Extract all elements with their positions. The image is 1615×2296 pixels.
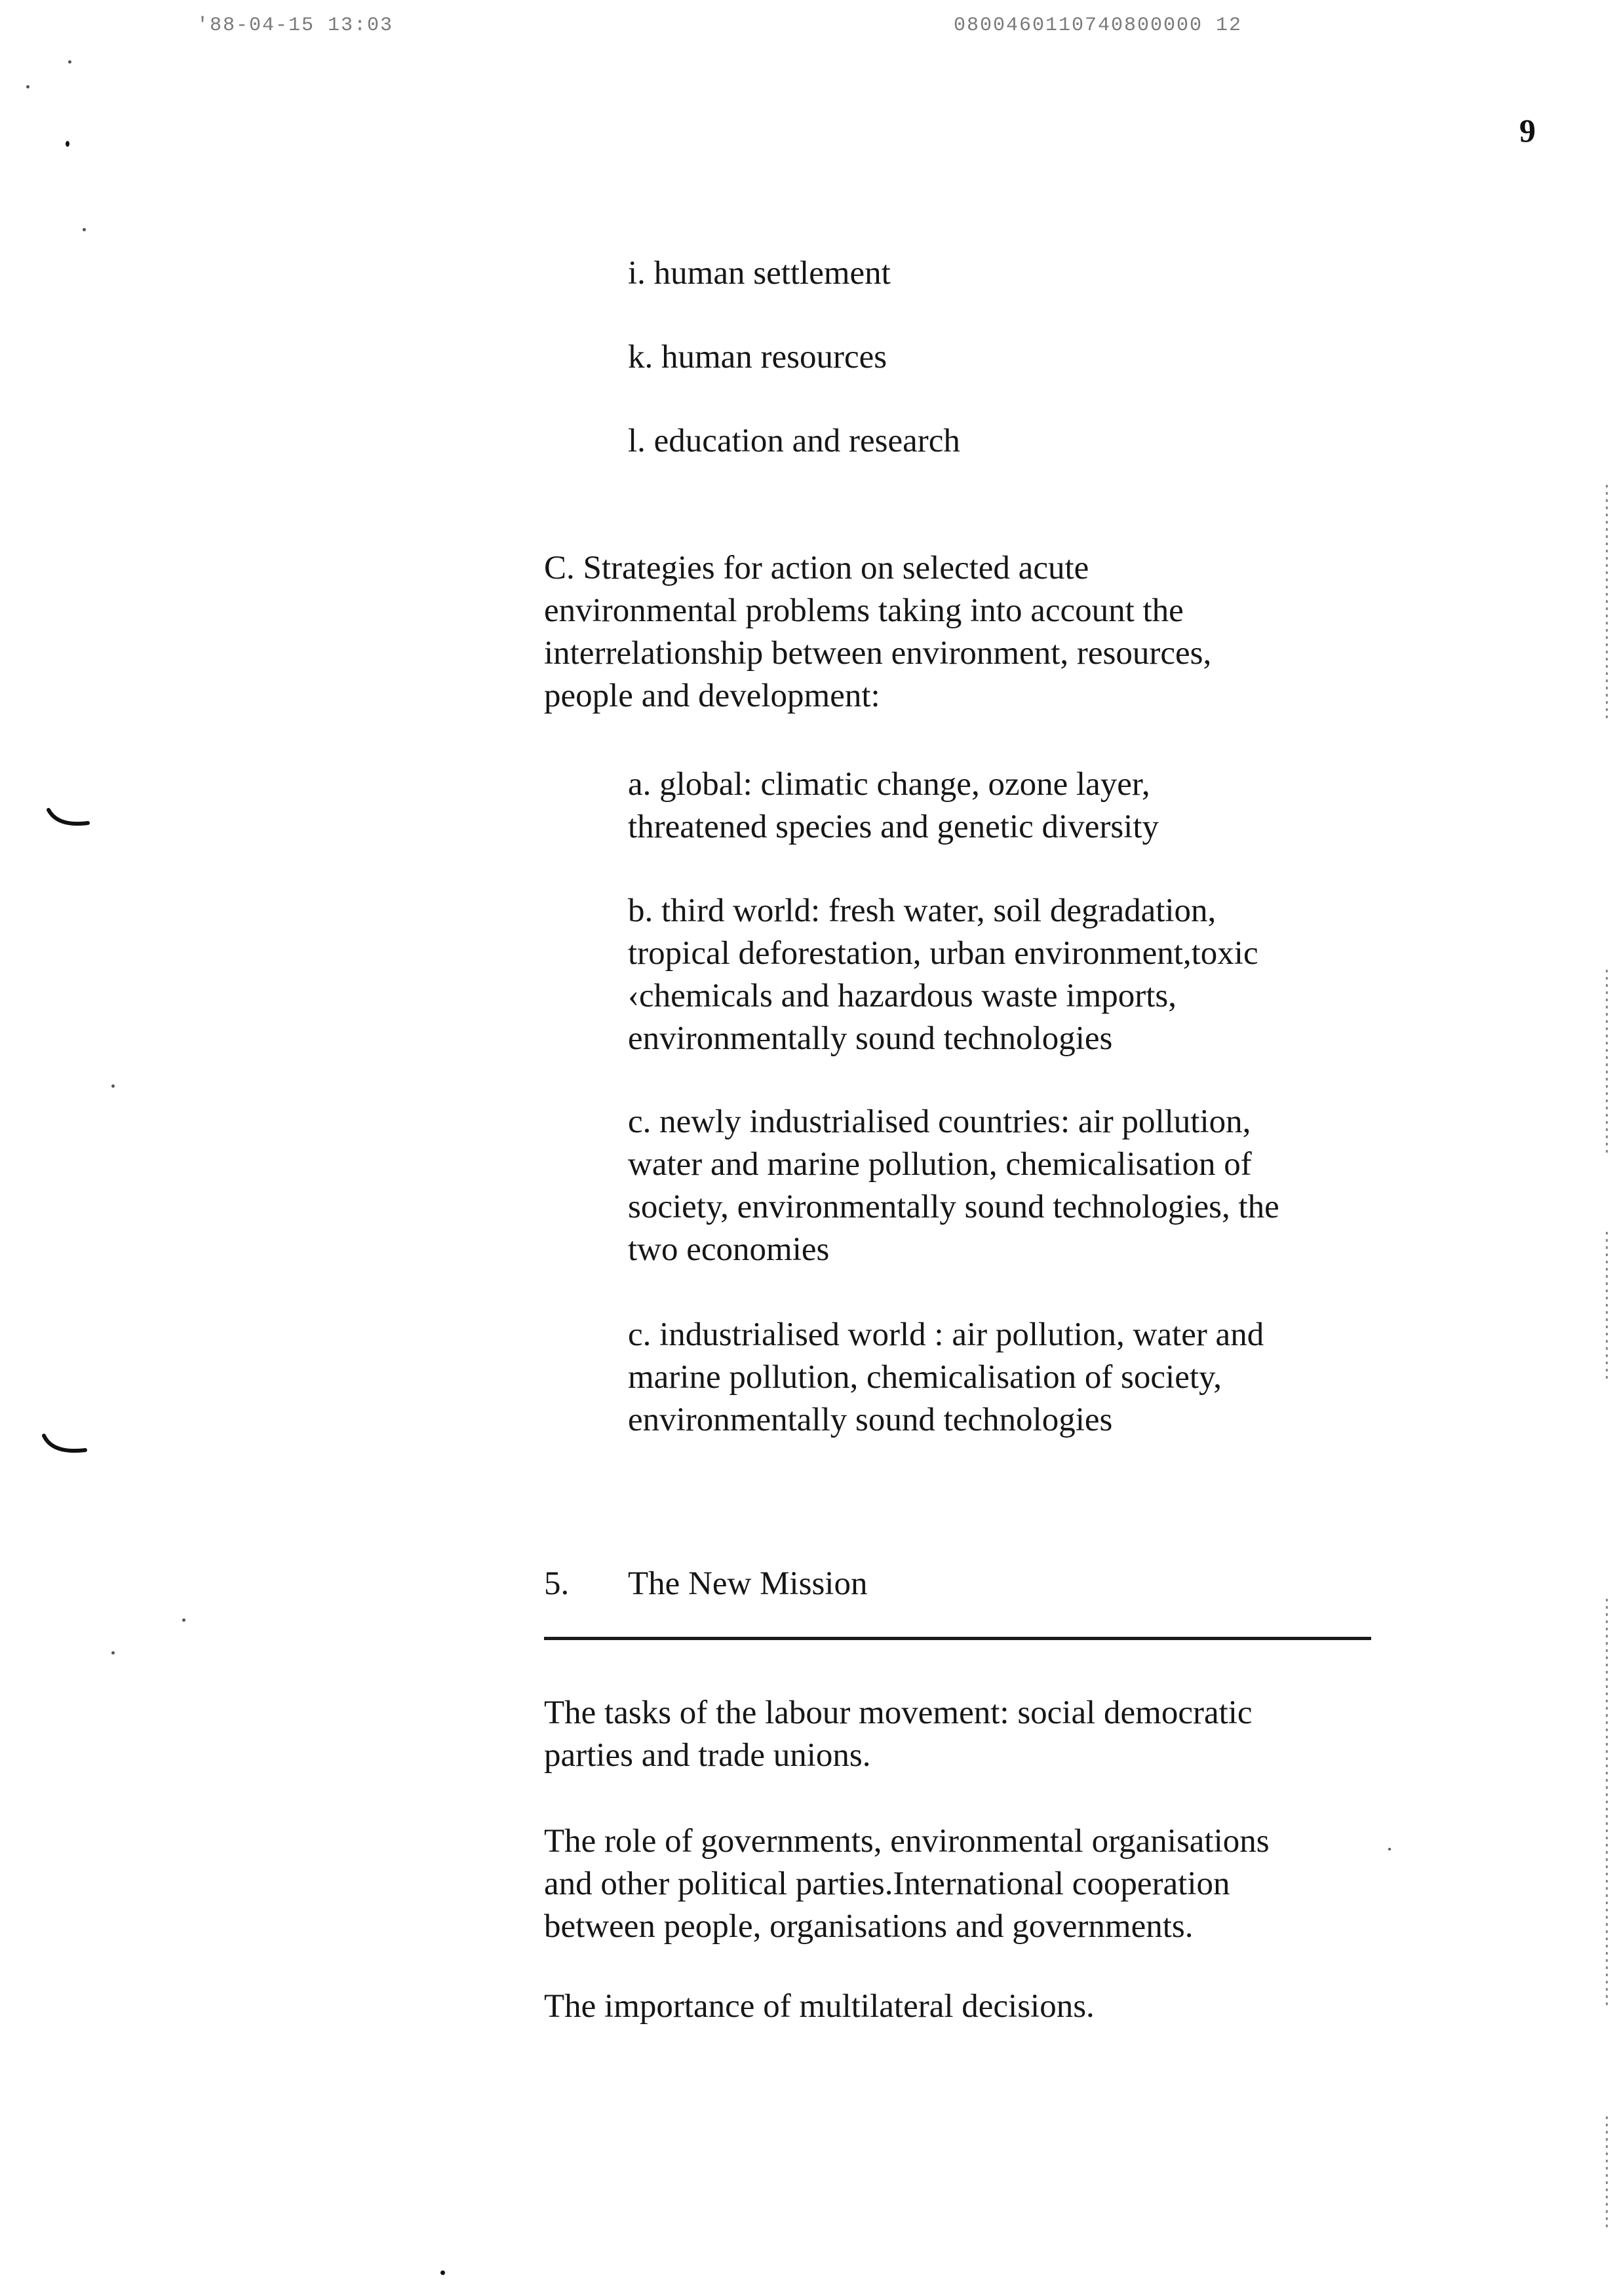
sub-item-newly-industrialised xyxy=(628,1101,1279,1271)
sub-item-line: b. third world: fresh water, soil degradation, xyxy=(628,892,1216,929)
hole-punch-mark xyxy=(41,1432,90,1461)
scan-edge-noise xyxy=(1606,1599,1608,2005)
section-c xyxy=(544,547,1211,718)
sub-item-line: society, environmentally sound technologies, the xyxy=(628,1189,1279,1225)
paragraph-line: The role of governments, environmental organisations xyxy=(544,1823,1270,1860)
scan-speck xyxy=(111,1651,115,1655)
section-5-number: 5. xyxy=(544,1565,570,1602)
paragraph-line: parties and trade unions. xyxy=(544,1737,871,1774)
section-c-line: people and development: xyxy=(544,678,880,714)
fax-header xyxy=(0,14,1615,47)
section-c-line: environmental problems taking into account the xyxy=(544,592,1184,629)
fax-number: 0800460110740800000 12 xyxy=(954,14,1243,37)
scan-speck xyxy=(83,228,86,231)
scan-edge-noise xyxy=(1606,970,1608,1153)
scan-speck xyxy=(440,2270,445,2275)
sub-item-line: a. global: climatic change, ozone layer, xyxy=(628,766,1150,803)
sub-item-line: threatened species and genetic diversity xyxy=(628,809,1159,845)
list-item-l: l. education and research xyxy=(628,423,960,459)
sub-item-line: environmentally sound technologies xyxy=(628,1402,1113,1438)
paragraph-role-of-governments xyxy=(544,1820,1270,1948)
sub-item-third-world xyxy=(628,890,1258,1060)
scan-speck xyxy=(1388,1848,1391,1850)
list-item-i: i. human settlement xyxy=(628,255,891,292)
scan-speck xyxy=(182,1618,185,1622)
sub-item-line: ‹chemicals and hazardous waste imports, xyxy=(628,978,1177,1014)
paragraph-multilateral xyxy=(544,1985,1095,2028)
paragraph-labour-movement xyxy=(544,1692,1253,1777)
sub-item-industrialised-world xyxy=(628,1314,1264,1442)
scan-speck xyxy=(26,85,29,88)
sub-item-line: environmentally sound technologies xyxy=(628,1020,1113,1057)
sub-item-line: c. industrialised world : air pollution, water and xyxy=(628,1316,1264,1353)
section-c-line: C. Strategies for action on selected acute xyxy=(544,550,1089,586)
hole-punch-mark xyxy=(46,806,92,832)
paragraph-line: and other political parties.International cooperation xyxy=(544,1866,1230,1902)
list-item-k: k. human resources xyxy=(628,339,887,375)
section-5-title: The New Mission xyxy=(628,1565,868,1602)
scan-speck xyxy=(66,141,69,147)
scan-edge-noise xyxy=(1606,1232,1608,1383)
sub-item-line: two economies xyxy=(628,1231,830,1268)
section-c-line: interrelationship between environment, resources, xyxy=(544,635,1212,672)
page-number: 9 xyxy=(1519,112,1536,149)
sub-item-line: tropical deforestation, urban environment,toxic xyxy=(628,935,1258,972)
paragraph-line: The tasks of the labour movement: social democratic xyxy=(544,1694,1253,1731)
fax-timestamp: '88-04-15 13:03 xyxy=(197,14,394,37)
sub-item-line: marine pollution, chemicalisation of society, xyxy=(628,1359,1222,1396)
sub-item-line: c. newly industrialised countries: air pollution, xyxy=(628,1103,1251,1140)
scan-speck xyxy=(111,1084,115,1088)
scan-edge-noise xyxy=(1606,2116,1608,2228)
scan-speck xyxy=(68,60,71,64)
paragraph-line: between people, organisations and governments. xyxy=(544,1908,1194,1945)
section-divider xyxy=(544,1637,1371,1640)
scan-edge-noise xyxy=(1606,485,1608,721)
sub-item-line: water and marine pollution, chemicalisation of xyxy=(628,1146,1252,1183)
sub-item-global xyxy=(628,763,1159,849)
paragraph-line: The importance of multilateral decisions. xyxy=(544,1988,1095,2025)
